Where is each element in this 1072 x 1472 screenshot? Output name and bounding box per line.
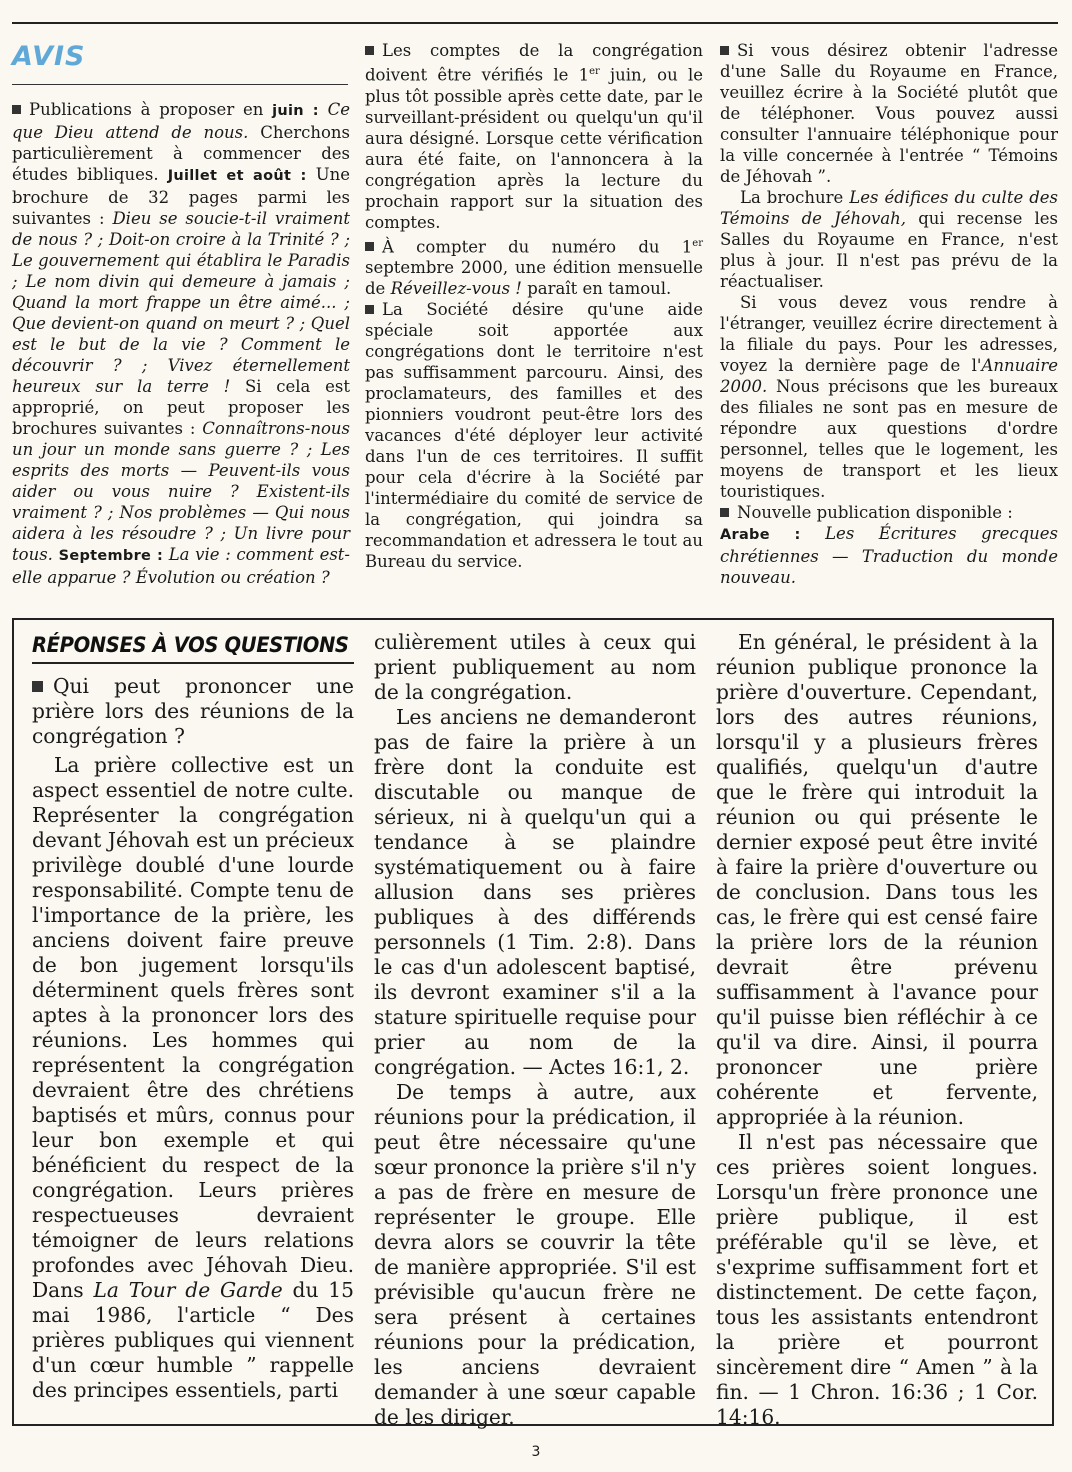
answer-paragraph-2: Les anciens ne demanderont pas de faire la prière à un frère dont la conduite est discutable ou manque de sérieux, ni à quelqu'un qui a tendance à se plaindre systématiquement ou à faire allusion dans ses prières publiques à des différends personnels (1 Tim. 2:8). Dans le cas d'un adolescent baptisé, ils devront examiner s'il a la stature spirituelle requise pour prier au nom de la congrégation. — Actes 16:1, 2. [374,705,696,1079]
avis-publications-item: Publications à proposer en juin : Ce que Dieu attend de nous. Cherchons particulièrement à commencer des études bibliques. Juillet et août : Une brochure de 32 pages parmi les suivantes : Dieu se soucie-t-il vraiment de nous ? ; Doit-on croire à la Trinité ? ; Le gouvernement qui établira le Paradis ; Le nom divin qui demeure à jamais ; Quand la mort frappe un être aimé... ; Que devient-on quand on meurt ? ; Quel est le but de la vie ? Comment le découvrir ? ; Vivez éternellement heureux sur la terre ! Si cela est approprié, on peut proposer les brochures suivantes : Connaîtrons-nous un jour un monde sans guerre ? ; Les esprits des morts — Peuvent-ils vous aider ou vous nuire ? Existent-ils vraiment ? ; Nos problèmes — Qui nous aidera à les résoudre ? ; Un livre pour tous. Septembre : La vie : comment est-elle apparue ? Évolution ou création ? [12,100,351,587]
answer-continuation: culièrement utiles à ceux qui prient publiquement au nom de la congrégation. [374,630,696,704]
bullet-square-icon [32,681,43,692]
reponses-column-3 [716,630,1038,1430]
reponses-heading-rule [32,662,354,664]
top-rule [12,22,1058,24]
avis-column-2 [365,40,703,572]
avis-column-1 [12,40,350,588]
bullet-square-icon [720,508,729,517]
avis-etranger-paragraph: Si vous devez vous rendre à l'étranger, veuillez écrire directement à la filiale du pays. Pour les adresses, voyez la dernière page de l'Annuaire 2000. Nous précisons que les bureaux des filiales ne sont pas en mesure de répondre aux questions d'ordre personnel, telles que le logement, les moyens de transport et les lieux touristiques. [720,293,1058,501]
avis-reveillez-item: À compter du numéro du 1er septembre 2000, une édition mensuelle de Réveillez-vous ! paraît en tamoul. [365,237,703,298]
reponses-column-1 [32,630,354,1403]
avis-comptes-item: Les comptes de la congrégation doivent être vérifiés le 1er juin, ou le plus tôt possible après cette date, par le surveillant-président ou quelqu'un qu'il aura désigné. Lorsque cette vérification aura été faite, on l'annoncera à la congrégation après la lecture du prochain rapport sur la situation des comptes. [365,41,703,232]
avis-heading: AVIS [12,41,86,72]
answer-paragraph-5: Il n'est pas nécessaire que ces prières soient longues. Lorsqu'un frère prononce une prière publique, il est préférable qu'il se lève, et s'exprime suffisamment fort et distinctement. De cette façon, tous les assistants entendront la prière et pourront sincèrement dire “ Amen ” à la fin. — 1 Chron. 16:36 ; 1 Cor. 14:16. [716,1130,1038,1429]
question-text: Qui peut prononcer une prière lors des réunions de la congrégation ? [32,674,354,748]
reponses-column-2 [374,630,696,1430]
bullet-square-icon [365,305,374,314]
bullet-square-icon [720,46,729,55]
avis-brochure-paragraph: La brochure Les édifices du culte des Témoins de Jéhovah, qui recense les Salles du Royaume en France, n'est plus à jour. Il n'est pas prévu de la réactualiser. [720,188,1058,291]
bullet-square-icon [365,242,374,251]
avis-heading-rule [12,84,348,85]
avis-nouvelle-publication-item: Nouvelle publication disponible : Arabe : Les Écritures grecques chrétiennes — Traduction du monde nouveau. [720,503,1058,587]
bullet-square-icon [12,105,21,114]
avis-column-3 [720,40,1058,588]
answer-paragraph-3: De temps à autre, aux réunions pour la prédication, il peut être nécessaire qu'une sœur prononce la prière s'il n'y a pas de frère en mesure de représenter le groupe. Elle devra alors se couvrir la tête de manière appropriée. S'il est prévisible qu'aucun frère ne sera présent à certaines réunions pour la prédication, les anciens devraient demander à une sœur capable de les diriger. [374,1080,696,1429]
answer-paragraph-1: La prière collective est un aspect essentiel de notre culte. Représenter la congrégation devant Jéhovah est un précieux privilège doublé d'une lourde responsabilité. Compte tenu de l'importance de la prière, les anciens doivent faire preuve de bon jugement lorsqu'ils déterminent quels frères sont aptes à la prononcer lors des réunions. Les hommes qui représentent la congrégation devraient être des chrétiens baptisés et mûrs, connus pour leur bon exemple et qui bénéficient du respect de la congrégation. Leurs prières respectueuses devraient témoigner de leurs relations profondes avec Jéhovah Dieu. Dans La Tour de Garde du 15 mai 1986, l'article “ Des prières publiques qui viennent d'un cœur humble ” rappelle des principes essentiels, parti [32,753,354,1402]
reponses-heading: RÉPONSES À VOS QUESTIONS [32,633,349,657]
avis-territoires-item: La Société désire qu'une aide spéciale soit apportée aux congrégations dont le territoire n'est pas suffisamment parcouru. Ainsi, des proclamateurs, des familles et des pionniers voudront peut-être lors des vacances d'été déployer leur activité dans l'un de ces territoires. Il suffit pour cela d'écrire à la Société par l'intermédiaire du comité de service de la congrégation, qui joindra sa recommandation et adressera le tout au Bureau du service. [365,300,703,571]
avis-salle-item: Si vous désirez obtenir l'adresse d'une Salle du Royaume en France, veuillez écrire à la Société plutôt que de téléphoner. Vous pouvez aussi consulter l'annuaire téléphonique pour la ville concernée à l'entrée “ Témoins de Jéhovah ”. [720,41,1058,186]
answer-paragraph-4: En général, le président à la réunion publique prononce la prière d'ouverture. Cependant, lors des autres réunions, lorsqu'il y a plusieurs frères qualifiés, quelqu'un d'autre que le frère qui introduit la réunion ou qui présente le dernier exposé peut être invité à faire la prière d'ouverture ou de conclusion. Dans tous les cas, le frère qui est censé faire la prière lors de la réunion devrait être prévenu suffisamment à l'avance pour qu'il puisse bien réfléchir à ce qu'il va dire. Ainsi, il pourra prononcer une prière cohérente et fervente, appropriée à la réunion. [716,630,1038,1129]
bullet-square-icon [365,46,374,55]
page-number: 3 [531,1444,541,1460]
